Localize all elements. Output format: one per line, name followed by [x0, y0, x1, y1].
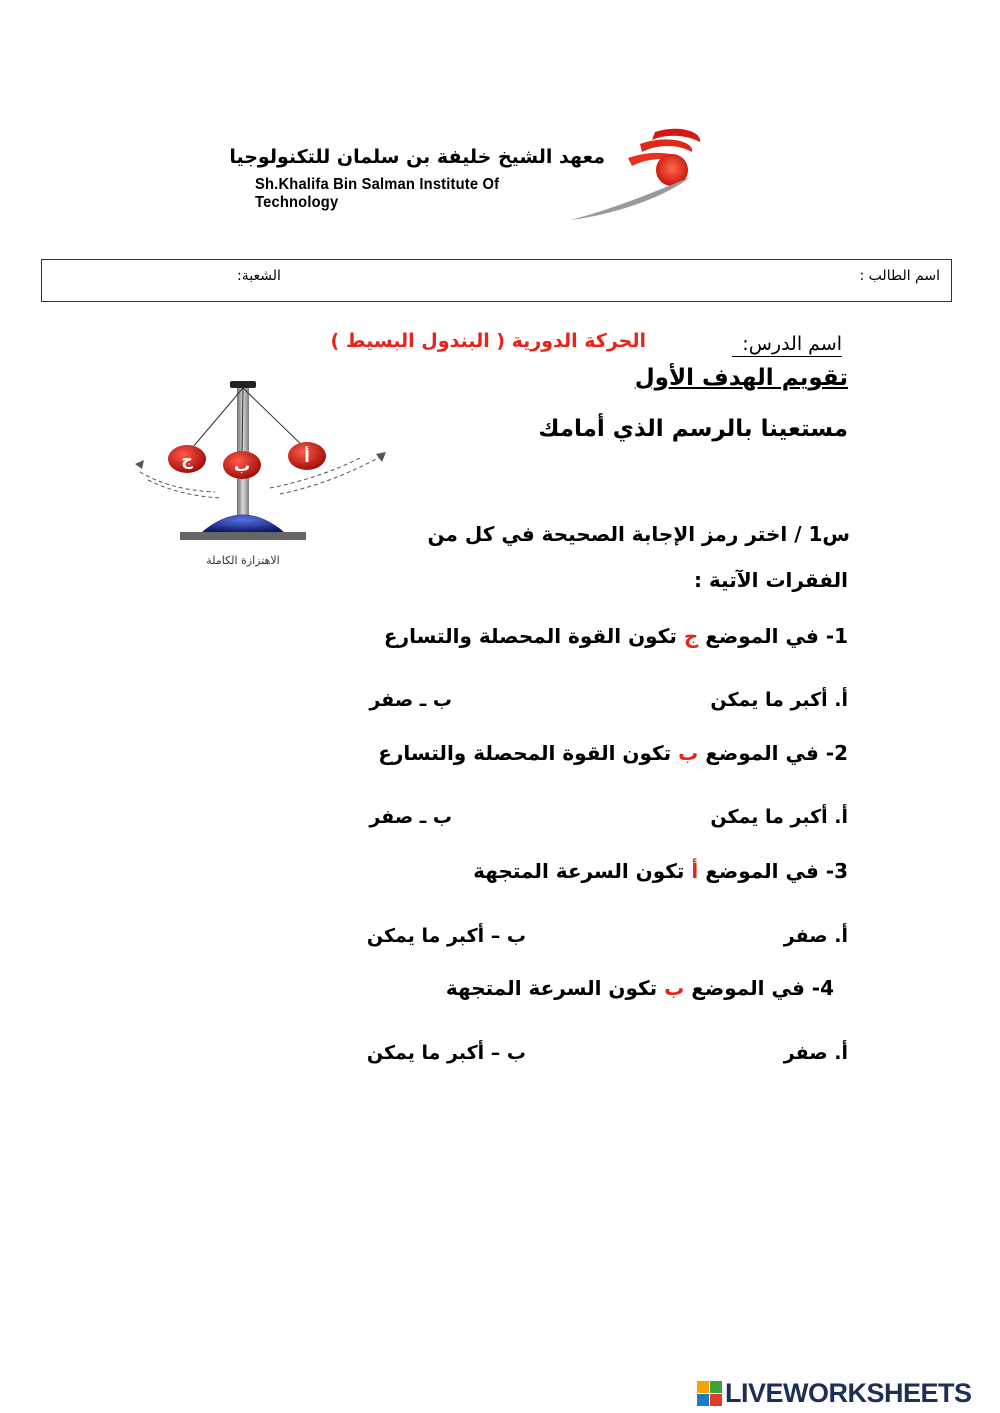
ball-label-a: أ	[304, 447, 310, 466]
institute-name-english: Sh.Khalifa Bin Salman Institute Of Technology	[255, 176, 500, 211]
question-item	[446, 976, 834, 1000]
option-a[interactable]: أ. أكبر ما يمكن	[710, 806, 848, 828]
item-text-start: 4- في الموضع	[684, 976, 834, 1000]
institute-logo-icon	[560, 122, 705, 227]
option-a[interactable]: أ. صفر	[783, 1042, 848, 1064]
item-text-end: تكون القوة المحصلة والتسارع	[383, 624, 684, 648]
institute-name-arabic: معهد الشيخ خليفة بن سلمان للتكنولوجيا	[229, 146, 605, 168]
item-position-letter: ب	[678, 741, 699, 765]
student-info-box	[41, 259, 952, 302]
item-text-start: 3- في الموضع	[698, 859, 848, 883]
objective-heading: تقويم الهدف الأول	[634, 365, 848, 391]
item-text-end: تكون السرعة المتجهة	[445, 976, 665, 1000]
brand-text: LIVEWORKSHEETS	[725, 1378, 972, 1408]
option-a[interactable]: أ. أكبر ما يمكن	[710, 689, 848, 711]
item-position-letter: أ	[691, 859, 699, 883]
ball-label-j: ج	[181, 450, 193, 469]
question-prompt-continued: الفقرات الآتية :	[693, 568, 848, 592]
lesson-title: الحركة الدورية ( البندول البسيط )	[330, 330, 646, 352]
question-item	[473, 859, 848, 883]
item-text-end: تكون السرعة المتجهة	[473, 859, 692, 883]
option-a[interactable]: أ. صفر	[783, 925, 848, 947]
pendulum-base	[202, 515, 284, 533]
question-prompt: س1 / اختر رمز الإجابة الصحيحة في كل من	[427, 522, 850, 546]
option-b[interactable]: ب – أكبر ما يمكن	[366, 1042, 526, 1064]
item-text-start: 1- في الموضع	[698, 624, 848, 648]
figure-caption: الاهتزازة الكاملة	[206, 554, 280, 567]
student-name-label: اسم الطالب :	[859, 268, 940, 284]
section-label: الشعبة:	[237, 268, 281, 284]
ball-label-b: ب	[233, 456, 251, 475]
liveworksheets-logo-icon	[697, 1381, 723, 1407]
question-item	[378, 741, 848, 765]
pendulum-top-cap	[230, 381, 256, 388]
lesson-label-underline	[732, 356, 842, 357]
pendulum-figure	[130, 372, 395, 577]
pendulum-platform	[180, 532, 306, 540]
item-text-start: 2- في الموضع	[698, 741, 848, 765]
item-text-end: تكون القوة المحصلة والتسارع	[378, 741, 679, 765]
option-b[interactable]: ب ـ صفر	[369, 689, 452, 711]
instruction-text: مستعينا بالرسم الذي أمامك	[538, 416, 848, 442]
lesson-label: اسم الدرس:	[742, 333, 842, 355]
option-b[interactable]: ب ـ صفر	[369, 806, 452, 828]
option-b[interactable]: ب – أكبر ما يمكن	[366, 925, 526, 947]
item-position-letter: ب	[664, 976, 685, 1000]
question-item	[384, 624, 848, 648]
item-position-letter: ج	[683, 624, 699, 648]
